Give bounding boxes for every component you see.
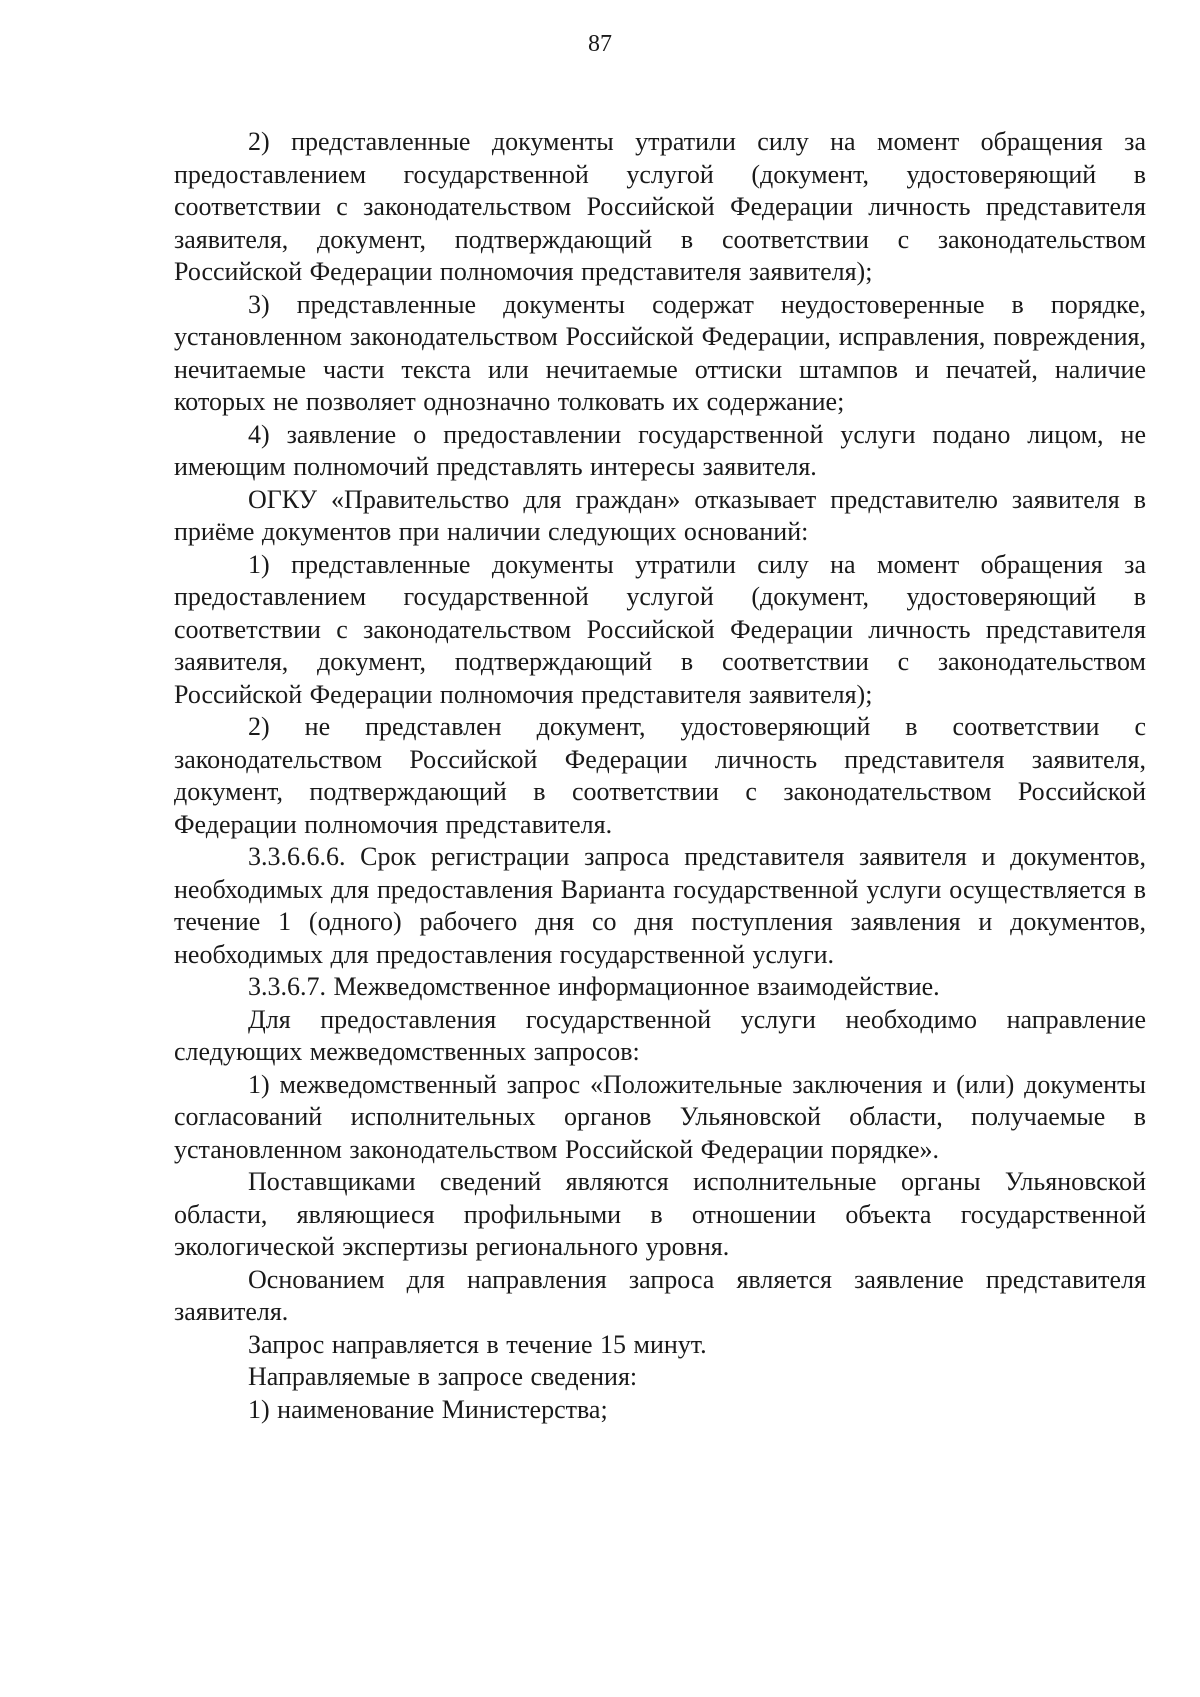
paragraph-refusal-item-3: 3) представленные документы содержат неудостоверенные в порядке, установленном законодательством Российской Федерации, исправления, повреждения, нечитаемые части текста или нечитаемые оттиски штампов и печатей, наличие которых не позволяет однозначно толковать их содержание; xyxy=(174,289,1146,416)
paragraph-request-data-item-1: 1) наименование Министерства; xyxy=(248,1394,608,1424)
paragraph-ogku-refusal-intro: ОГКУ «Правительство для граждан» отказывает представителю заявителя в приёме документов при наличии следующих оснований: xyxy=(174,484,1146,546)
paragraph-request-term: Запрос направляется в течение 15 минут. xyxy=(248,1329,707,1359)
paragraph-request-data-intro: Направляемые в запросе сведения: xyxy=(248,1362,638,1391)
paragraph-interagency-requests-intro: Для предоставления государственной услуги необходимо направление следующих межведомственных запросов: xyxy=(174,1004,1146,1066)
paragraph-interagency-heading: 3.3.6.7. Межведомственное информационное взаимодействие. xyxy=(248,972,940,1001)
paragraph-registration-term: 3.3.6.6.6. Срок регистрации запроса представителя заявителя и документов, необходимых для предоставления Варианта государственной услуги осуществляется в течение 1 (одного) рабочего дня со дня поступления заявления и документов, необходимых для предоставления государственной услуги. xyxy=(174,842,1146,969)
paragraph-refusal-item-4: 4) заявление о предоставлении государственной услуги подано лицом, не имеющим полномочий представлять интересы заявителя. xyxy=(174,419,1146,481)
paragraph-refusal-item-2: 2) представленные документы утратили силу на момент обращения за предоставлением государственной услугой (документ, удостоверяющий в соответствии с законодательством Российской Федерации личность представителя заявителя, документ, подтверждающий в соответствии с законодательством Российской Федерации полномочия представителя заявителя); xyxy=(174,127,1146,286)
page-number: 87 xyxy=(588,31,612,57)
paragraph-request-basis: Основанием для направления запроса является заявление представителя заявителя. xyxy=(174,1264,1146,1326)
paragraph-information-providers: Поставщиками сведений являются исполнительные органы Ульяновской области, являющиеся профильными в отношении объекта государственной экологической экспертизы регионального уровня. xyxy=(174,1167,1146,1261)
document-body xyxy=(174,126,1146,1426)
paragraph-interagency-request-1: 1) межведомственный запрос «Положительные заключения и (или) документы согласований исполнительных органов Ульяновской области, получаемые в установленном законодательством Российской Федерации порядке». xyxy=(174,1069,1146,1164)
paragraph-ogku-item-2: 2) не представлен документ, удостоверяющий в соответствии с законодательством Российской Федерации личность представителя заявителя, документ, подтверждающий в соответствии с законодательством Российской Федерации полномочия представителя. xyxy=(174,712,1146,839)
paragraph-ogku-item-1: 1) представленные документы утратили силу на момент обращения за предоставлением государственной услугой (документ, удостоверяющий в соответствии с законодательством Российской Федерации личность представителя заявителя, документ, подтверждающий в соответствии с законодательством Российской Федерации полномочия представителя заявителя); xyxy=(174,549,1146,709)
